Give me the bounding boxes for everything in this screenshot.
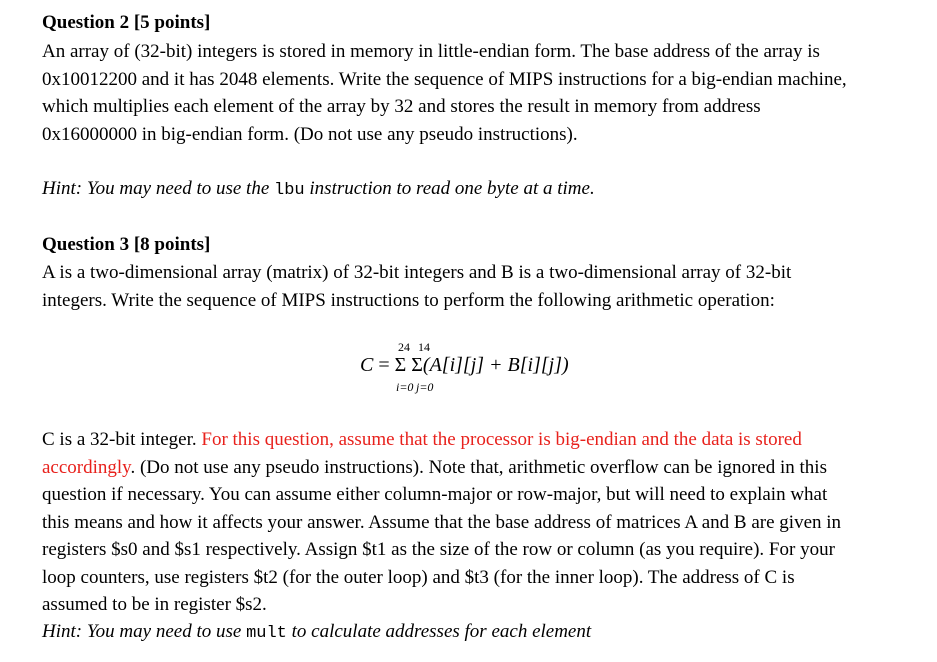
q2-hint: [42, 177, 922, 203]
q3-paragraph: [42, 426, 922, 619]
q3-hint: [42, 620, 922, 646]
q3-hint-code: mult: [246, 624, 287, 643]
outer-lower-limit: i=0: [396, 380, 414, 394]
formula-equals: =: [378, 354, 390, 376]
q3-line: assumed to be in register $s2.: [42, 594, 267, 615]
q3-text: . (Do not use any pseudo instructions). Note that, arithmetic overflow can be ignored in this: [130, 456, 827, 478]
q2-line: 0x10012200 and it has 2048 elements. Write the sequence of MIPS instructions for a big-endian machine,: [42, 68, 847, 90]
q3-intro: [42, 259, 922, 314]
q2-line: An array of (32-bit) integers is stored in memory in little-endian form. The base address of the array is: [42, 41, 820, 62]
q3-text: C is a 32-bit integer.: [42, 429, 202, 450]
q2-hint-text-end: instruction to read one byte at a time.: [304, 178, 595, 199]
q3-intro-line: integers. Write the sequence of MIPS instructions to perform the following arithmetic operation:: [42, 289, 775, 311]
q2-hint-code: lbu: [274, 181, 305, 200]
q3-red-text: accordingly: [42, 456, 131, 478]
outer-sigma: Σ: [394, 354, 407, 376]
q3-intro-line: A is a two-dimensional array (matrix) of 32-bit integers and B is a two-dimensional array of 32-bit: [42, 262, 792, 283]
q3-hint-text: Hint: You may need to use: [42, 621, 247, 642]
formula-main: [360, 354, 569, 377]
q2-line: which multiplies each element of the array by 32 and stores the result in memory from address: [42, 96, 761, 117]
q3-line: question if necessary. You can assume either column-major or row-major, but will need to explain what: [42, 484, 828, 505]
inner-lower-limit: j=0: [416, 380, 434, 394]
outer-upper-limit: 24: [398, 340, 410, 354]
inner-upper-limit: 14: [418, 340, 430, 354]
q3-line: loop counters, use registers $t2 (for the outer loop) and $t3 (for the inner loop). The address of C is: [42, 566, 795, 588]
q2-heading: Question 2 [5 points]: [42, 12, 211, 33]
formula-body: (A[i][j] + B[i][j]): [422, 354, 569, 376]
q3-line: [42, 426, 922, 454]
inner-sigma: Σ: [411, 354, 423, 376]
q3-line: [42, 454, 922, 482]
q2-line: 0x16000000 in big-endian form. (Do not use any pseudo instructions).: [42, 123, 578, 145]
q3-line: registers $s0 and $s1 respectively. Assign $t1 as the size of the row or column (as you require). For your: [42, 539, 835, 560]
q3-hint-text-end: to calculate addresses for each element: [286, 621, 592, 642]
summation-formula: [360, 340, 620, 400]
q3-red-text: For this question, assume that the processor is big-endian and the data is stored: [201, 429, 802, 450]
q2-paragraph: [42, 38, 922, 148]
formula-lhs: C: [360, 354, 374, 376]
q2-hint-text: Hint: You may need to use the: [42, 178, 275, 199]
q3-line: this means and how it affects your answer. Assume that the base address of matrices A and B are given in: [42, 511, 842, 533]
q3-heading: Question 3 [8 points]: [42, 234, 211, 255]
